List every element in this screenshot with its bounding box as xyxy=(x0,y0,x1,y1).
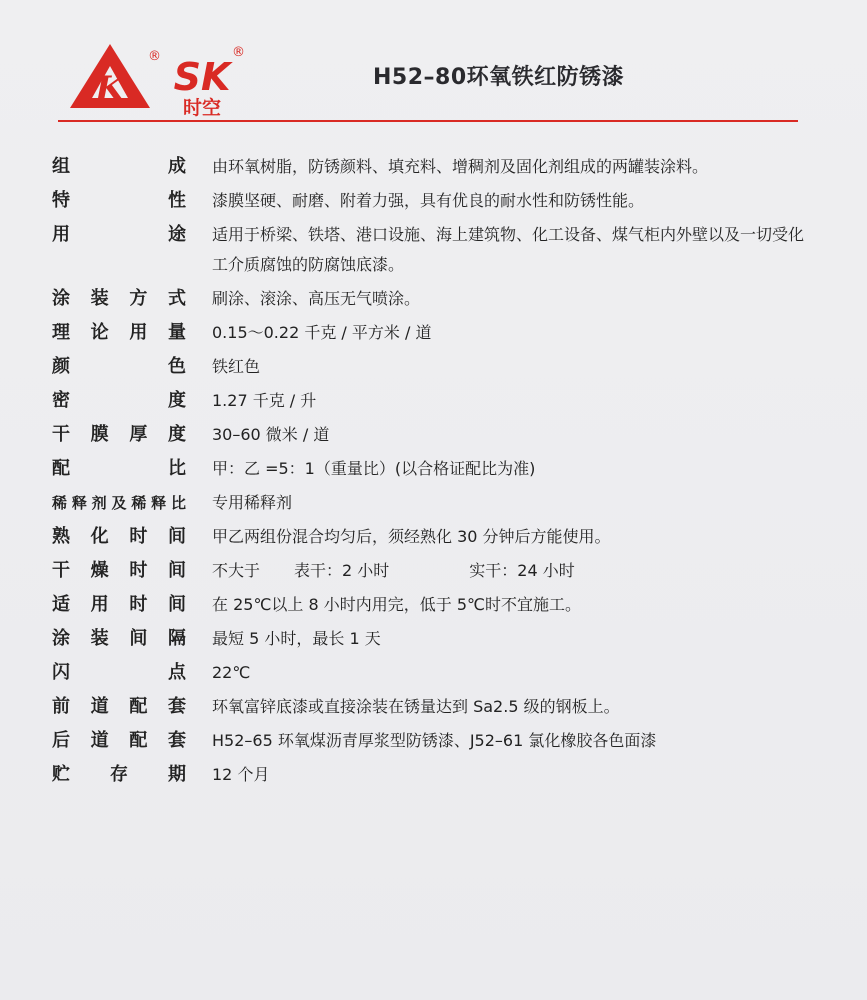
spec-row-composition xyxy=(52,152,812,182)
spec-label: 密度 xyxy=(52,390,186,411)
spec-row-previous-coat xyxy=(52,692,812,722)
spec-value: 最短 5 小时，最长 1 天 xyxy=(212,629,381,648)
spec-row-pot-life xyxy=(52,590,812,620)
spec-value: 甲：乙 =5：1（重量比）(以合格证配比为准) xyxy=(212,459,536,478)
spec-list xyxy=(52,152,812,794)
spec-label: 熟化时间 xyxy=(52,526,186,547)
logo-brand-text: 时空 xyxy=(182,97,222,118)
document-title: H52–80环氧铁红防锈漆 xyxy=(373,65,625,90)
spec-value: 刷涂、滚涂、高压无气喷涂。 xyxy=(212,289,421,308)
spec-label: 后道配套 xyxy=(52,730,186,751)
spec-label: 理论用量 xyxy=(52,322,186,343)
drying-qualifier: 不大于 xyxy=(212,561,261,580)
spec-row-application-method xyxy=(52,284,812,314)
spec-row-induction-time xyxy=(52,522,812,552)
spec-value: 甲乙两组份混合均匀后，须经熟化 30 分钟后方能使用。 xyxy=(212,527,611,546)
logo-right-mark: SK xyxy=(173,55,231,99)
spec-label: 组成 xyxy=(52,156,186,177)
spec-value: 由环氧树脂，防锈颜料、填充料、增稠剂及固化剂组成的两罐装涂料。 xyxy=(212,157,709,176)
spec-value: H52–65 环氧煤沥青厚浆型防锈漆、J52–61 氯化橡胶各色面漆 xyxy=(212,731,657,750)
spec-label: 闪点 xyxy=(52,662,186,683)
spec-row-thinner xyxy=(52,488,812,518)
spec-value: 漆膜坚硬、耐磨、附着力强，具有优良的耐水性和防锈性能。 xyxy=(212,191,645,210)
header-divider xyxy=(58,120,798,122)
spec-value: 专用稀释剂 xyxy=(212,493,293,512)
spec-row-dry-film-thickness xyxy=(52,420,812,450)
hard-dry-time: 实干：24 小时 xyxy=(469,561,575,580)
spec-row-flash-point xyxy=(52,658,812,688)
spec-row-theoretical-usage xyxy=(52,318,812,348)
spec-row-recoat-interval xyxy=(52,624,812,654)
spec-value: 在 25℃以上 8 小时内用完，低于 5℃时不宜施工。 xyxy=(212,595,582,614)
spec-value xyxy=(212,556,804,586)
spec-label: 稀释剂及稀释比 xyxy=(52,494,186,512)
spec-value: 0.15～0.22 千克 / 平方米 / 道 xyxy=(212,323,432,342)
spec-label: 前道配套 xyxy=(52,696,186,717)
spec-row-density xyxy=(52,386,812,416)
spec-value: 环氧富锌底漆或直接涂装在锈量达到 Sa2.5 级的钢板上。 xyxy=(212,697,620,716)
spec-label: 涂装方式 xyxy=(52,288,186,309)
spec-label: 特性 xyxy=(52,190,186,211)
surface-dry-time: 表干：2 小时 xyxy=(294,561,390,580)
spec-row-drying-time xyxy=(52,556,812,586)
logo-left-mark: K xyxy=(95,69,125,109)
spec-label: 涂装间隔 xyxy=(52,628,186,649)
spec-label: 贮存期 xyxy=(52,764,186,785)
spec-row-usage xyxy=(52,220,812,280)
spec-label: 干燥时间 xyxy=(52,560,186,581)
spec-label: 干膜厚度 xyxy=(52,424,186,445)
spec-value: 22℃ xyxy=(212,663,251,682)
spec-value: 适用于桥梁、铁塔、港口设施、海上建筑物、化工设备、煤气柜内外壁以及一切受化工介质腐蚀的防腐蚀底漆。 xyxy=(212,225,805,274)
spec-row-color xyxy=(52,352,812,382)
brand-logo xyxy=(62,38,252,118)
bleed-through-text xyxy=(300,62,344,93)
spec-value: 1.27 千克 / 升 xyxy=(212,391,317,410)
spec-value: 12 个月 xyxy=(212,765,270,784)
spec-label: 适用时间 xyxy=(52,594,186,615)
spec-row-shelf-life xyxy=(52,760,812,790)
spec-value: 铁红色 xyxy=(212,357,261,376)
spec-label: 配比 xyxy=(52,458,186,479)
spec-row-features xyxy=(52,186,812,216)
spec-label: 用途 xyxy=(52,224,186,245)
registered-mark-left: ® xyxy=(148,49,161,64)
spec-value: 30–60 微米 / 道 xyxy=(212,425,330,444)
registered-mark-right: ® xyxy=(232,45,245,60)
spec-label: 颜色 xyxy=(52,356,186,377)
spec-row-mix-ratio xyxy=(52,454,812,484)
spec-row-next-coat xyxy=(52,726,812,756)
